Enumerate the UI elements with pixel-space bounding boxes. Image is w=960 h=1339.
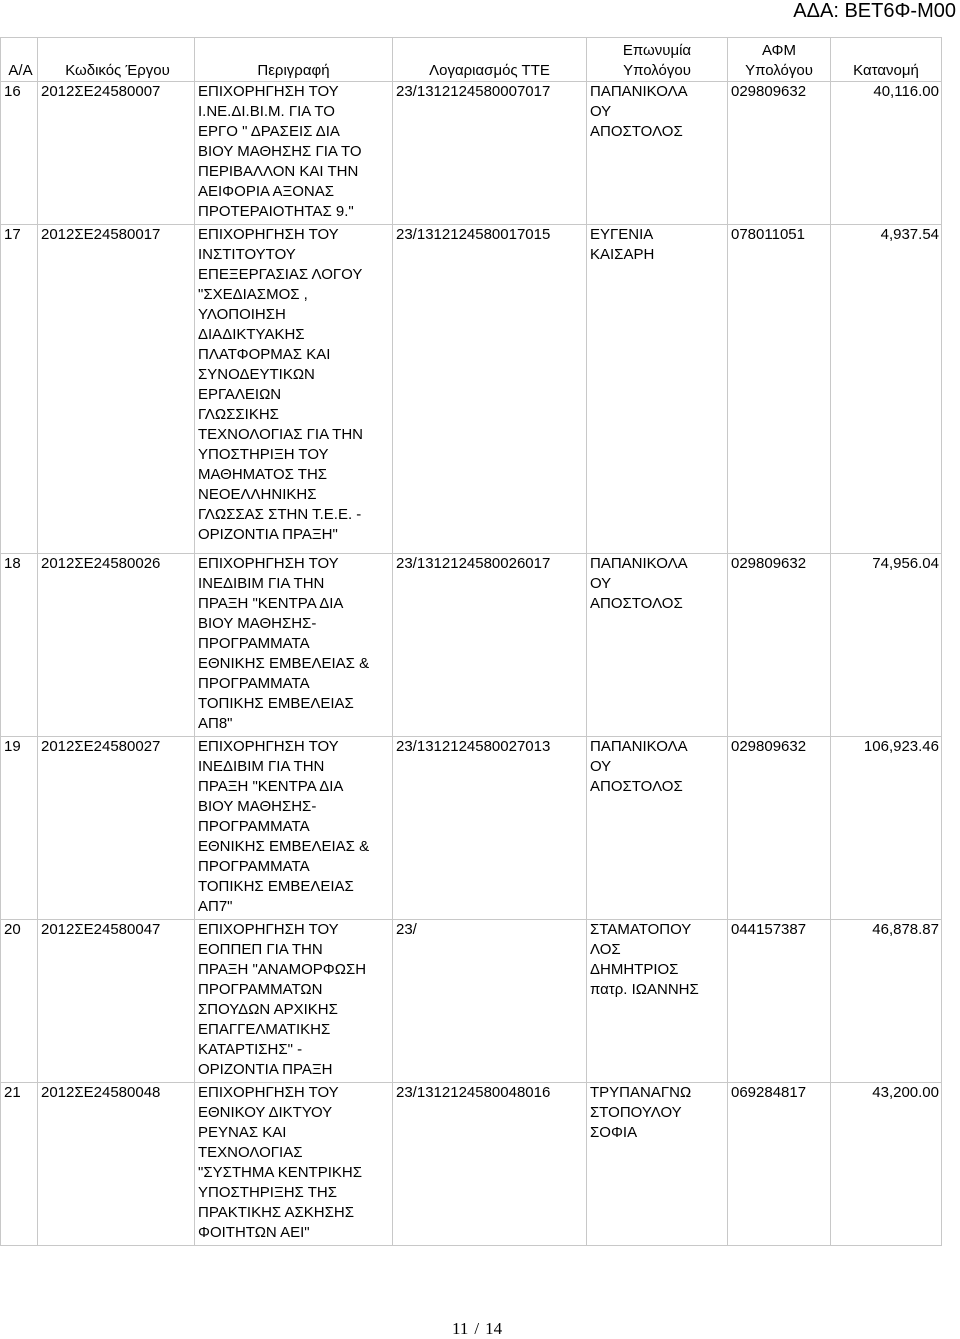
cell-code: 2012ΣΕ24580027 xyxy=(38,737,195,920)
cell-code: 2012ΣΕ24580047 xyxy=(38,920,195,1083)
cell-aa: 21 xyxy=(1,1083,38,1246)
cell-code: 2012ΣΕ24580048 xyxy=(38,1083,195,1246)
cell-description: ΕΠΙΧΟΡΗΓΗΣΗ ΤΟΥ ΕΘΝΙΚΟΥ ΔΙΚΤΥΟΥ ΡΕΥΝΑΣ ΚΑΙ ΤΕΧΝΟΛΟΓΙΑΣ "ΣΥΣΤΗΜΑ ΚΕΝΤΡΙΚΗΣ ΥΠΟΣΤΗΡΙΞΗΣ ΤΗΣ ΠΡΑΚΤΙΚΗΣ ΑΣΚΗΣΗΣ ΦΟΙΤΗΤΩΝ ΑΕΙ" xyxy=(195,1083,393,1246)
header-code: Κωδικός Έργου xyxy=(38,38,195,82)
header-name-line1: Επωνυμία xyxy=(622,42,692,59)
header-afm-line2: Υπολόγου xyxy=(745,62,813,79)
cell-name: ΠΑΠΑΝΙΚΟΛΑ ΟΥ ΑΠΟΣΤΟΛΟΣ xyxy=(587,82,728,225)
table-row xyxy=(1,554,942,737)
header-afm xyxy=(728,38,831,82)
table-row xyxy=(1,920,942,1083)
cell-code: 2012ΣΕ24580026 xyxy=(38,554,195,737)
cell-code: 2012ΣΕ24580007 xyxy=(38,82,195,225)
cell-description: ΕΠΙΧΟΡΗΓΗΣΗ ΤΟΥ ΙΝΕΔΙΒΙΜ ΓΙΑ ΤΗΝ ΠΡΑΞΗ "ΚΕΝΤΡΑ ΔΙΑ ΒΙΟΥ ΜΑΘΗΣΗΣ- ΠΡΟΓΡΑΜΜΑΤΑ ΕΘΝΙΚΗΣ ΕΜΒΕΛΕΙΑΣ & ΠΡΟΓΡΑΜΜΑΤΑ ΤΟΠΙΚΗΣ ΕΜΒΕΛΕΙΑΣ ΑΠ8" xyxy=(195,554,393,737)
table-row xyxy=(1,1083,942,1246)
table-row xyxy=(1,737,942,920)
page-number xyxy=(452,1319,502,1339)
cell-code: 2012ΣΕ24580017 xyxy=(38,225,195,554)
cell-aa: 19 xyxy=(1,737,38,920)
header-name-line2: Υπολόγου xyxy=(623,62,691,79)
header-afm-line1: ΑΦΜ xyxy=(761,42,797,59)
cell-account: 23/1312124580007017 xyxy=(393,82,587,225)
cell-account: 23/1312124580048016 xyxy=(393,1083,587,1246)
header-name xyxy=(587,38,728,82)
cell-account: 23/1312124580027013 xyxy=(393,737,587,920)
cell-afm: 029809632 xyxy=(728,737,831,920)
cell-afm: 078011051 xyxy=(728,225,831,554)
page-total: 14 xyxy=(485,1319,503,1338)
cell-description: ΕΠΙΧΟΡΗΓΗΣΗ ΤΟΥ ΕΟΠΠΕΠ ΓΙΑ ΤΗΝ ΠΡΑΞΗ "ΑΝΑΜΟΡΦΩΣΗ ΠΡΟΓΡΑΜΜΑΤΩΝ ΣΠΟΥΔΩΝ ΑΡΧΙΚΗΣ ΕΠΑΓΓΕΛΜΑΤΙΚΗΣ ΚΑΤΑΡΤΙΣΗΣ" - ΟΡΙΖΟΝΤΙΑ ΠΡΑΞΗ xyxy=(195,920,393,1083)
cell-description: ΕΠΙΧΟΡΗΓΗΣΗ ΤΟΥ ΙΝΣΤΙΤΟΥΤΟΥ ΕΠΕΞΕΡΓΑΣΙΑΣ ΛΟΓΟΥ "ΣΧΕΔΙΑΣΜΟΣ , ΥΛΟΠΟΙΗΣΗ ΔΙΑΔΙΚΤΥΑΚΗΣ ΠΛΑΤΦΟΡΜΑΣ ΚΑΙ ΣΥΝΟΔΕΥΤΙΚΩΝ ΕΡΓΑΛΕΙΩΝ ΓΛΩΣΣΙΚΗΣ ΤΕΧΝΟΛΟΓΙΑΣ ΓΙΑ ΤΗΝ ΥΠΟΣΤΗΡΙΞΗ ΤΟΥ ΜΑΘΗΜΑΤΟΣ ΤΗΣ ΝΕΟΕΛΛΗΝΙΚΗΣ ΓΛΩΣΣΑΣ ΣΤΗΝ Τ.Ε.Ε. - ΟΡΙΖΟΝΤΙΑ ΠΡΑΞΗ" xyxy=(195,225,393,554)
cell-allocation: 74,956.04 xyxy=(831,554,942,737)
cell-allocation: 43,200.00 xyxy=(831,1083,942,1246)
ada-code: ΑΔΑ: ΒΕΤ6Φ-Μ00 xyxy=(793,0,956,22)
cell-allocation: 40,116.00 xyxy=(831,82,942,225)
table-header-row xyxy=(1,38,942,82)
header-account: Λογαριασμός ΤΤΕ xyxy=(393,38,587,82)
header-aa: Α/Α xyxy=(1,38,38,82)
cell-afm: 029809632 xyxy=(728,554,831,737)
cell-aa: 18 xyxy=(1,554,38,737)
cell-description: ΕΠΙΧΟΡΗΓΗΣΗ ΤΟΥ ΙΝΕΔΙΒΙΜ ΓΙΑ ΤΗΝ ΠΡΑΞΗ "ΚΕΝΤΡΑ ΔΙΑ ΒΙΟΥ ΜΑΘΗΣΗΣ- ΠΡΟΓΡΑΜΜΑΤΑ ΕΘΝΙΚΗΣ ΕΜΒΕΛΕΙΑΣ & ΠΡΟΓΡΑΜΜΑΤΑ ΤΟΠΙΚΗΣ ΕΜΒΕΛΕΙΑΣ ΑΠ7" xyxy=(195,737,393,920)
cell-name: ΠΑΠΑΝΙΚΟΛΑ ΟΥ ΑΠΟΣΤΟΛΟΣ xyxy=(587,554,728,737)
cell-account: 23/1312124580026017 xyxy=(393,554,587,737)
cell-account: 23/ xyxy=(393,920,587,1083)
table-row xyxy=(1,82,942,225)
cell-aa: 16 xyxy=(1,82,38,225)
header-description: Περιγραφή xyxy=(195,38,393,82)
cell-description: ΕΠΙΧΟΡΗΓΗΣΗ ΤΟΥ Ι.ΝΕ.ΔΙ.ΒΙ.Μ. ΓΙΑ ΤΟ ΕΡΓΟ " ΔΡΑΣΕΙΣ ΔΙΑ ΒΙΟΥ ΜΑΘΗΣΗΣ ΓΙΑ ΤΟ ΠΕΡΙΒΑΛΛΟΝ ΚΑΙ ΤΗΝ ΑΕΙΦΟΡΙΑ ΑΞΟΝΑΣ ΠΡΟΤΕΡΑΙΟΤΗΤΑΣ 9." xyxy=(195,82,393,225)
page-current: 11 xyxy=(452,1319,469,1338)
allocation-table xyxy=(0,37,942,1246)
cell-allocation: 106,923.46 xyxy=(831,737,942,920)
cell-aa: 17 xyxy=(1,225,38,554)
header-allocation: Κατανομή xyxy=(831,38,942,82)
page-separator: / xyxy=(474,1319,480,1338)
table-row xyxy=(1,225,942,554)
cell-aa: 20 xyxy=(1,920,38,1083)
cell-afm: 044157387 xyxy=(728,920,831,1083)
cell-name: ΠΑΠΑΝΙΚΟΛΑ ΟΥ ΑΠΟΣΤΟΛΟΣ xyxy=(587,737,728,920)
cell-account: 23/1312124580017015 xyxy=(393,225,587,554)
cell-afm: 069284817 xyxy=(728,1083,831,1246)
cell-name: ΕΥΓΕΝΙΑ ΚΑΙΣΑΡΗ xyxy=(587,225,728,554)
cell-afm: 029809632 xyxy=(728,82,831,225)
cell-allocation: 4,937.54 xyxy=(831,225,942,554)
cell-name: ΤΡΥΠΑΝΑΓΝΩ ΣΤΟΠΟΥΛΟΥ ΣΟΦΙΑ xyxy=(587,1083,728,1246)
cell-allocation: 46,878.87 xyxy=(831,920,942,1083)
cell-name: ΣΤΑΜΑΤΟΠΟΥ ΛΟΣ ΔΗΜΗΤΡΙΟΣ πατρ. ΙΩΑΝΝΗΣ xyxy=(587,920,728,1083)
